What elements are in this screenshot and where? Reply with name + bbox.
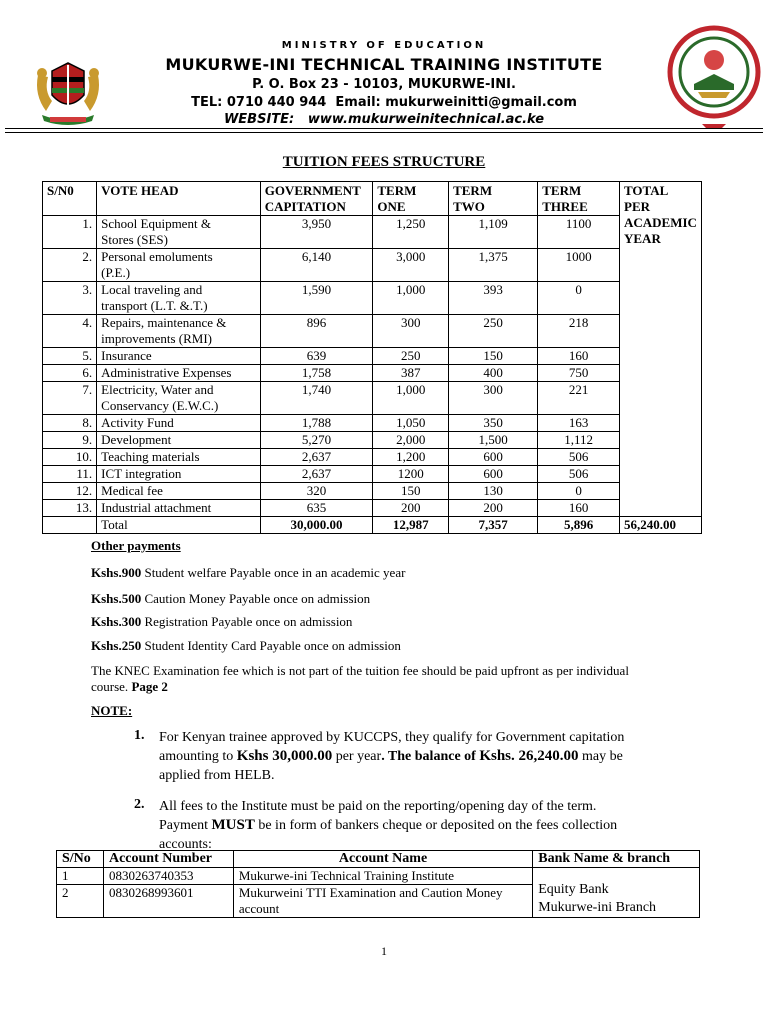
cell-vote: Electricity, Water and Conservancy (E.W.C.) — [97, 382, 261, 415]
cell-t1: 150 — [373, 483, 449, 500]
document-title: TUITION FEES STRUCTURE — [282, 154, 486, 170]
cell-account-name: Mukurweini TTI Examination and Caution Money account — [233, 885, 532, 918]
col-term-two: TERM TWO — [449, 182, 538, 216]
cell-vote: Personal emoluments (P.E.) — [97, 249, 261, 282]
cell-vote: Medical fee — [97, 483, 261, 500]
table-row — [43, 449, 702, 466]
payment-item: Kshs.300 Registration Payable once on admission — [91, 614, 353, 629]
cell-sno: 12. — [43, 483, 97, 500]
total-year: 56,240.00 — [620, 517, 702, 534]
cell-account-number: 0830263740353 — [103, 868, 233, 885]
cell-vote: Activity Fund — [97, 415, 261, 432]
table-row — [43, 365, 702, 382]
col-total-year: TOTAL PER ACADEMIC YEAR — [620, 182, 702, 517]
cell-t3: 1100 — [538, 216, 620, 249]
cell-vote: ICT integration — [97, 466, 261, 483]
cell-t2: 600 — [449, 466, 538, 483]
table-row — [43, 415, 702, 432]
contact-line — [0, 95, 768, 110]
cell-t3: 506 — [538, 466, 620, 483]
cell-sno: 5. — [43, 348, 97, 365]
cell-t2: 400 — [449, 365, 538, 382]
cell-gov: 1,590 — [260, 282, 373, 315]
payment-item: Kshs.500 Caution Money Payable once on admission — [91, 591, 371, 606]
cell-t3: 1,112 — [538, 432, 620, 449]
cell-gov: 639 — [260, 348, 373, 365]
note-heading: NOTE: — [91, 703, 133, 718]
cell-t3: 163 — [538, 415, 620, 432]
cell-t1: 200 — [373, 500, 449, 517]
cell-account-name: Mukurwe-ini Technical Training Institute — [233, 868, 532, 885]
cell-vote: Teaching materials — [97, 449, 261, 466]
accounts-table — [56, 850, 700, 918]
cell-sno: 8. — [43, 415, 97, 432]
col-government: GOVERNMENT CAPITATION — [260, 182, 373, 216]
table-header-row — [43, 182, 702, 216]
note-item-2: All fees to the Institute must be paid on the reporting/opening day of the term. Payment MUST be in form of bankers cheque or deposited on the fees collection accounts: — [159, 799, 618, 852]
header-divider — [5, 128, 763, 129]
cell-vote: School Equipment & Stores (SES) — [97, 216, 261, 249]
total-t1: 12,987 — [373, 517, 449, 534]
cell-sno: 3. — [43, 282, 97, 315]
total-row — [43, 517, 702, 534]
col-sno: S/No — [57, 851, 104, 868]
cell-t1: 387 — [373, 365, 449, 382]
cell-t1: 1,250 — [373, 216, 449, 249]
cell-sno — [43, 517, 97, 534]
cell-t3: 221 — [538, 382, 620, 415]
institute-name: MUKURWE-INI TECHNICAL TRAINING INSTITUTE — [165, 55, 603, 74]
cell-t1: 250 — [373, 348, 449, 365]
payment-item: Kshs.250 Student Identity Card Payable once on admission — [91, 638, 401, 653]
table-header-row — [57, 851, 700, 868]
cell-vote: Industrial attachment — [97, 500, 261, 517]
cell-t1: 1,000 — [373, 382, 449, 415]
cell-sno: 10. — [43, 449, 97, 466]
cell-gov: 6,140 — [260, 249, 373, 282]
cell-t1: 1,050 — [373, 415, 449, 432]
table-row — [43, 466, 702, 483]
knec-note: The KNEC Examination fee which is not part of the tuition fee should be paid upfront as per individual course. Page 2 — [91, 663, 629, 694]
cell-bank: Equity Bank Mukurwe-ini Branch — [533, 868, 700, 918]
telephone: TEL: 0710 440 944 — [191, 95, 327, 110]
cell-sno: 13. — [43, 500, 97, 517]
cell-gov: 896 — [260, 315, 373, 348]
total-t2: 7,357 — [449, 517, 538, 534]
cell-t2: 300 — [449, 382, 538, 415]
col-term-three: TERM THREE — [538, 182, 620, 216]
cell-t2: 350 — [449, 415, 538, 432]
cell-vote: Development — [97, 432, 261, 449]
col-term-one: TERM ONE — [373, 182, 449, 216]
cell-t2: 393 — [449, 282, 538, 315]
cell-gov: 3,950 — [260, 216, 373, 249]
note-item-1: For Kenyan trainee approved by KUCCPS, they qualify for Government capitation amounting to Kshs 30,000.00 per year. The balance of Kshs. 26,240.00 may be applied from HELB. — [159, 730, 625, 783]
website-label: WEBSITE: — [223, 112, 295, 127]
page-number: 1 — [381, 944, 387, 958]
cell-t2: 600 — [449, 449, 538, 466]
cell-t3: 160 — [538, 348, 620, 365]
table-row — [43, 216, 702, 249]
table-row — [43, 382, 702, 415]
ministry-line: MINISTRY OF EDUCATION — [281, 40, 487, 51]
email[interactable]: Email: mukurweinitti@gmail.com — [335, 95, 577, 110]
cell-gov: 1,740 — [260, 382, 373, 415]
fees-table — [42, 181, 702, 534]
total-gov: 30,000.00 — [260, 517, 373, 534]
col-vote-head: VOTE HEAD — [97, 182, 261, 216]
table-row — [43, 432, 702, 449]
cell-gov: 1,758 — [260, 365, 373, 382]
col-account-name: Account Name — [233, 851, 532, 868]
cell-sno: 2. — [43, 249, 97, 282]
cell-t1: 300 — [373, 315, 449, 348]
table-row — [43, 282, 702, 315]
website-line — [0, 112, 768, 127]
cell-t3: 218 — [538, 315, 620, 348]
cell-t2: 1,375 — [449, 249, 538, 282]
cell-gov: 5,270 — [260, 432, 373, 449]
cell-vote: Administrative Expenses — [97, 365, 261, 382]
col-sno: S/N0 — [43, 182, 97, 216]
cell-sno: 11. — [43, 466, 97, 483]
cell-vote: Insurance — [97, 348, 261, 365]
cell-sno: 1 — [57, 868, 104, 885]
cell-t3: 1000 — [538, 249, 620, 282]
cell-t1: 1,200 — [373, 449, 449, 466]
cell-account-number: 0830268993601 — [103, 885, 233, 918]
cell-t3: 506 — [538, 449, 620, 466]
cell-gov: 2,637 — [260, 449, 373, 466]
cell-t1: 2,000 — [373, 432, 449, 449]
cell-t3: 160 — [538, 500, 620, 517]
table-row — [43, 315, 702, 348]
table-row — [43, 348, 702, 365]
cell-sno: 9. — [43, 432, 97, 449]
cell-sno: 7. — [43, 382, 97, 415]
cell-t3: 0 — [538, 282, 620, 315]
cell-t1: 1200 — [373, 466, 449, 483]
table-row — [57, 868, 700, 885]
cell-sno: 6. — [43, 365, 97, 382]
cell-t1: 3,000 — [373, 249, 449, 282]
cell-t2: 250 — [449, 315, 538, 348]
col-bank: Bank Name & branch — [533, 851, 700, 868]
website-link[interactable]: www.mukurweinitechnical.ac.ke — [307, 112, 545, 127]
cell-t1: 1,000 — [373, 282, 449, 315]
cell-gov: 635 — [260, 500, 373, 517]
total-t3: 5,896 — [538, 517, 620, 534]
institute-address: P. O. Box 23 - 10103, MUKURWE-INI. — [252, 77, 516, 92]
table-row — [43, 483, 702, 500]
cell-t2: 150 — [449, 348, 538, 365]
note-number: 1. — [134, 728, 145, 743]
table-row — [43, 249, 702, 282]
cell-t2: 200 — [449, 500, 538, 517]
header-divider — [5, 132, 763, 133]
col-account-number: Account Number — [103, 851, 233, 868]
cell-vote: Local traveling and transport (L.T. &.T.) — [97, 282, 261, 315]
cell-gov: 1,788 — [260, 415, 373, 432]
cell-vote: Repairs, maintenance & improvements (RMI) — [97, 315, 261, 348]
cell-t3: 750 — [538, 365, 620, 382]
cell-sno: 4. — [43, 315, 97, 348]
cell-sno: 2 — [57, 885, 104, 918]
cell-sno: 1. — [43, 216, 97, 249]
cell-t2: 1,500 — [449, 432, 538, 449]
cell-gov: 2,637 — [260, 466, 373, 483]
cell-gov: 320 — [260, 483, 373, 500]
cell-t2: 130 — [449, 483, 538, 500]
total-label: Total — [97, 517, 261, 534]
note-number: 2. — [134, 797, 145, 812]
cell-t2: 1,109 — [449, 216, 538, 249]
other-payments-heading: Other payments — [91, 538, 181, 553]
payment-item: Kshs.900 Student welfare Payable once in an academic year — [91, 565, 406, 580]
table-row — [43, 500, 702, 517]
cell-t3: 0 — [538, 483, 620, 500]
